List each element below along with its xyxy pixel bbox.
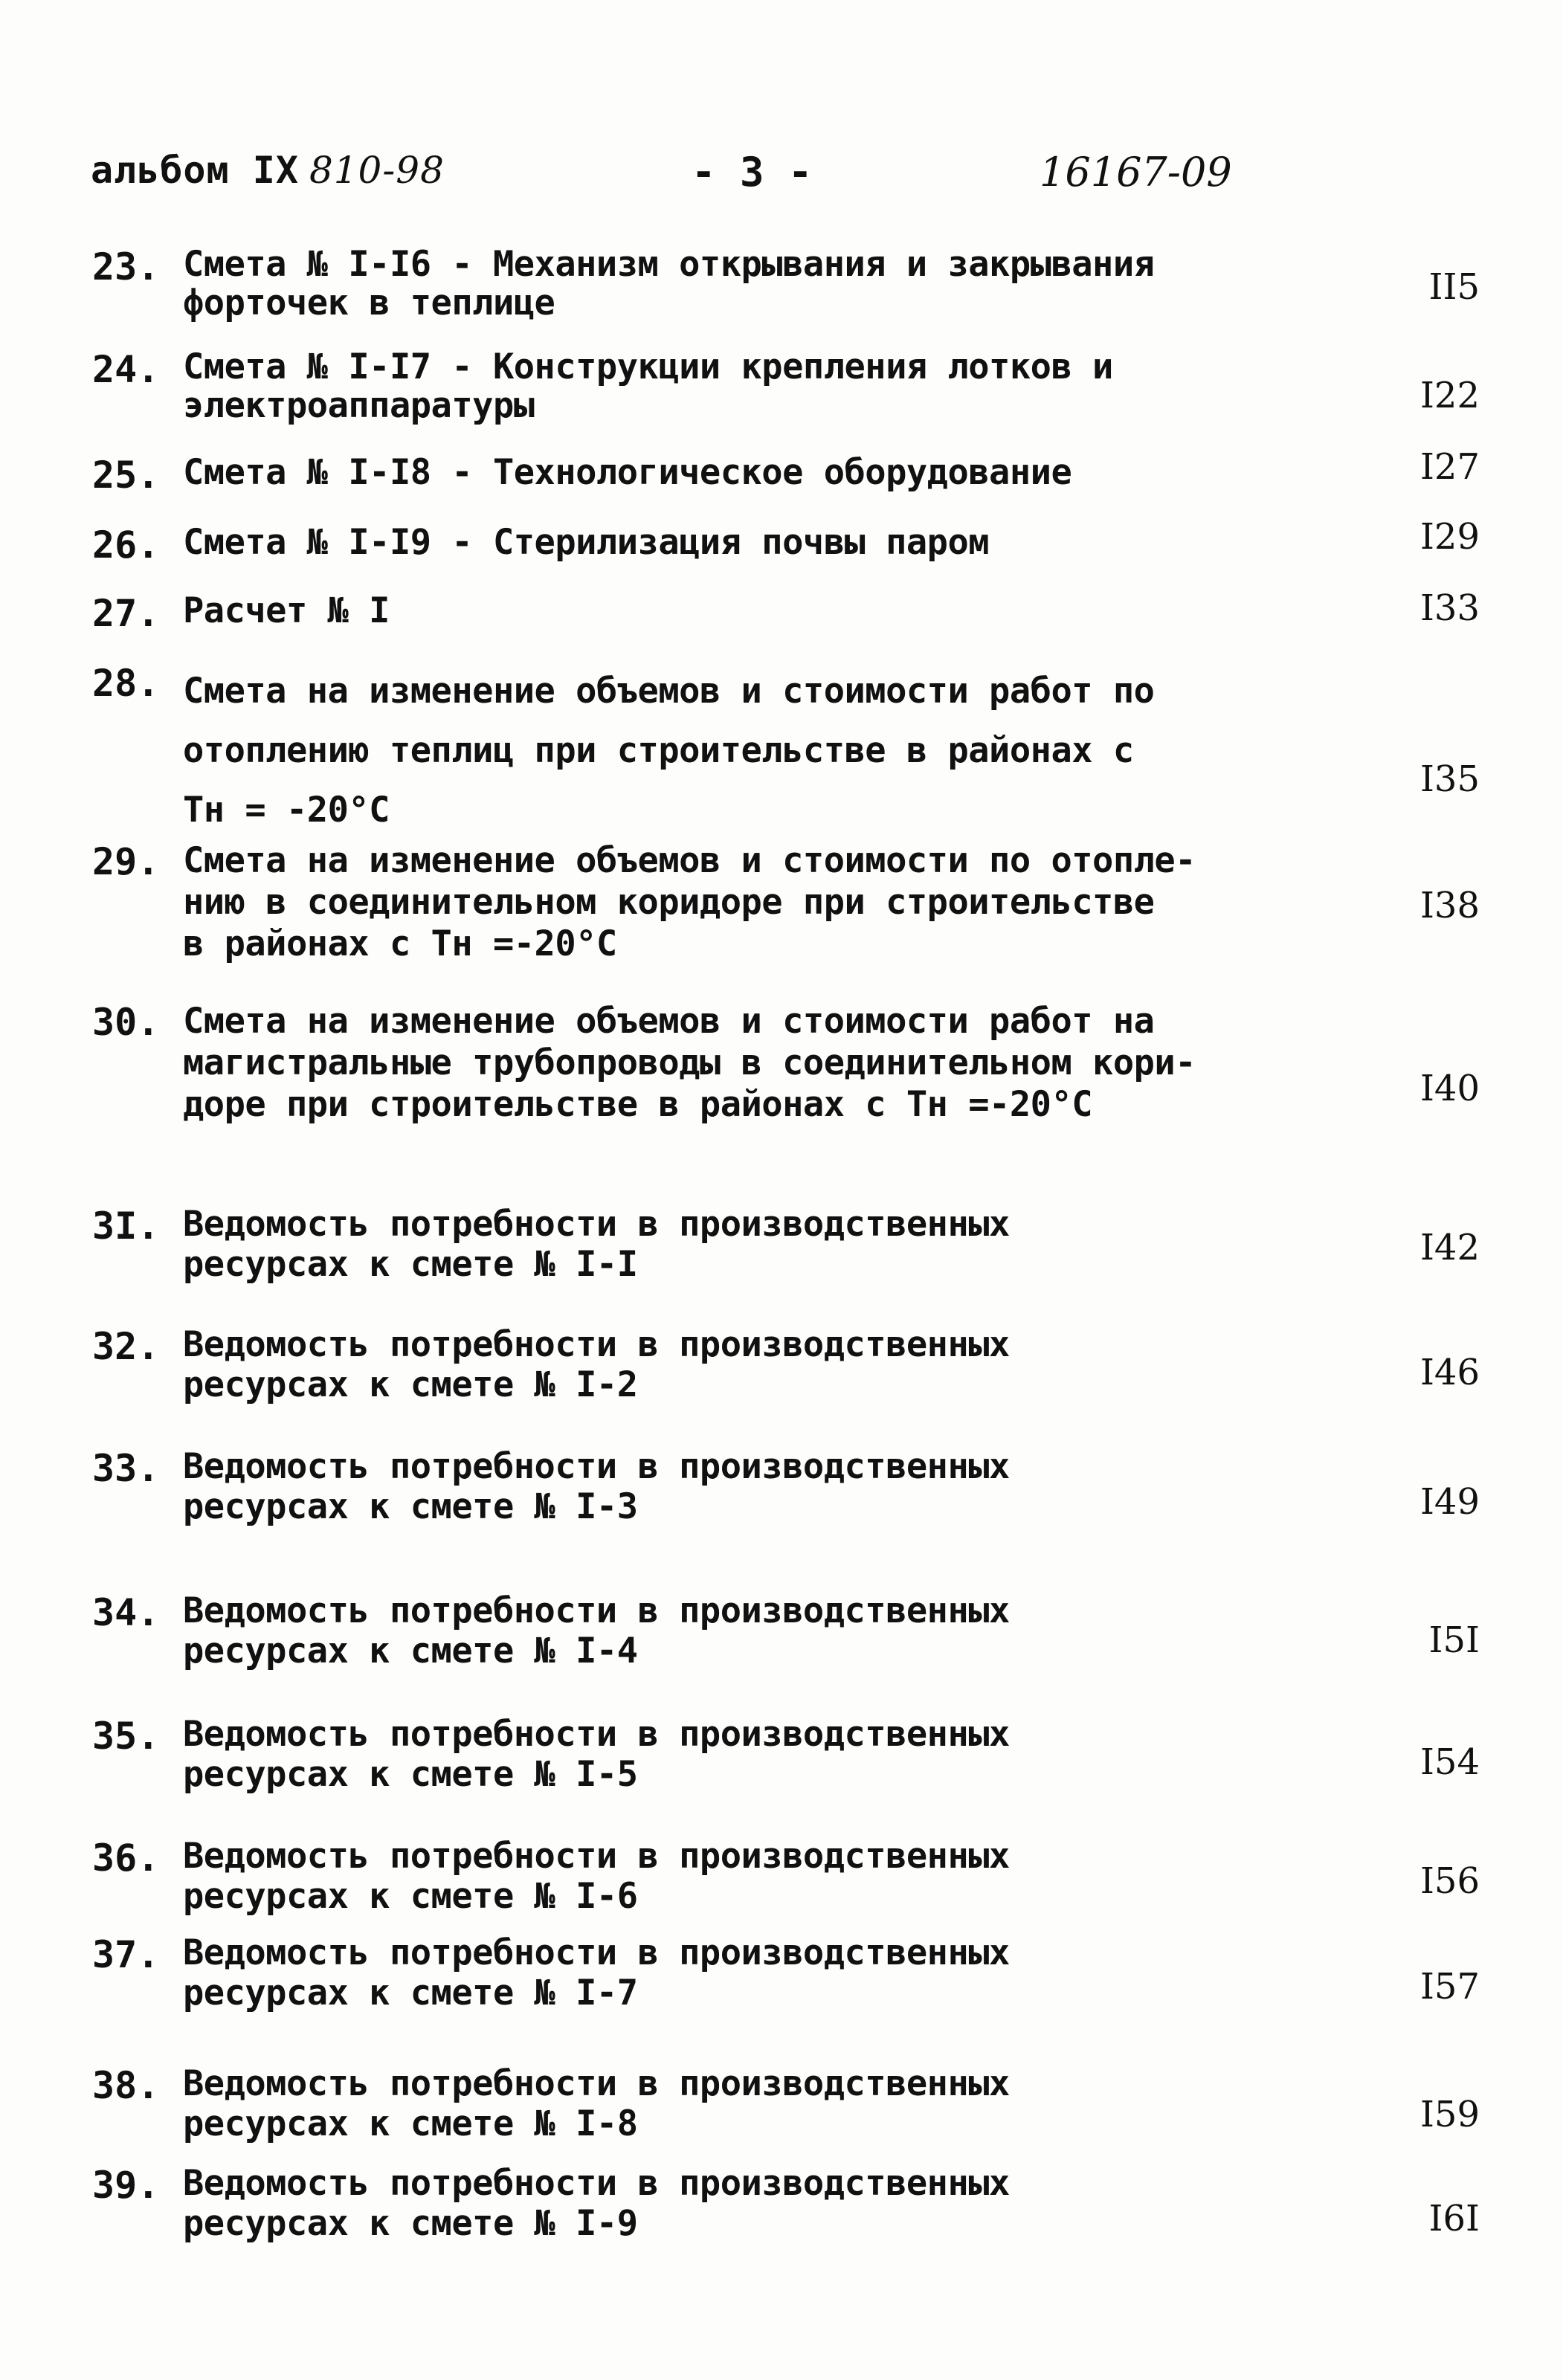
entry-title-line: ресурсах к смете № I-6 [183, 1876, 638, 1917]
entry-title-line: форточек в теплице [183, 283, 555, 323]
entry-title-line: Смета на изменение объемов и стоимости работ на [183, 1001, 1155, 1042]
entry-number: 23. [92, 245, 160, 288]
entry-title-line: ресурсах к смете № I-3 [183, 1486, 638, 1527]
entry-page-number: I35 [1419, 758, 1480, 800]
entry-number: 24. [92, 348, 160, 391]
page-number: - 3 - [692, 149, 813, 196]
entry-title [183, 2164, 1283, 2244]
entry-title-line: Смета на изменение объемов и стоимости по отопле- [183, 840, 1196, 881]
entry-page-number: I40 [1419, 1068, 1480, 1109]
entry-title-line: Ведомость потребности в производственных [183, 1324, 1010, 1365]
entry-title [183, 348, 1283, 425]
entry-title-line: Смета № I-I9 - Стерилизация почвы паром [183, 522, 990, 563]
entry-title-line: Ведомость потребности в производственных [183, 1714, 1010, 1755]
entry-title-line: Ведомость потребности в производственных [183, 1446, 1010, 1487]
entry-title-line: Ведомость потребности в производственных [183, 1204, 1010, 1245]
entry-page-number: I5I [1428, 1619, 1480, 1661]
entry-title [183, 840, 1283, 965]
entry-number: 26. [92, 523, 160, 567]
entry-title-line: Ведомость потребности в производственных [183, 1590, 1010, 1631]
entry-title-line: Смета на изменение объемов и стоимости работ по [183, 671, 1155, 712]
entry-title-line: нию в соединительном коридоре при строительстве [183, 882, 1155, 923]
entry-number: 30. [92, 1001, 160, 1044]
entry-page-number: I49 [1419, 1481, 1480, 1523]
entry-title-line: электроаппаратуры [183, 385, 535, 426]
entry-title-line: Ведомость потребности в производственных [183, 1836, 1010, 1877]
entry-title [183, 1933, 1283, 2013]
entry-title-line: ресурсах к смете № I-I [183, 1244, 638, 1285]
entry-number: 25. [92, 454, 160, 497]
entry-page-number: II5 [1428, 266, 1480, 308]
document-code: 16167-09 [1040, 149, 1232, 196]
album-title: альбом IX [91, 149, 299, 192]
entry-title-line: ресурсах к смете № I-8 [183, 2103, 638, 2144]
page-header [0, 149, 1563, 208]
entry-title-line: ресурсах к смете № I-2 [183, 1364, 638, 1405]
entry-title-line: Расчет № I [183, 590, 390, 631]
entry-page-number: I38 [1419, 885, 1480, 926]
entry-title-line: ресурсах к смете № I-9 [183, 2203, 638, 2244]
entry-number: 34. [92, 1591, 160, 1634]
entry-title-line: магистральные трубопроводы в соединительном кори- [183, 1042, 1196, 1083]
entry-title-line: ресурсах к смете № I-7 [183, 1973, 638, 2013]
entry-number: 27. [92, 592, 160, 635]
entry-page-number: I56 [1419, 1860, 1480, 1902]
entry-page-number: I59 [1419, 2094, 1480, 2135]
entry-title-line: ресурсах к смете № I-4 [183, 1631, 638, 1671]
entry-number: 32. [92, 1325, 160, 1368]
entry-page-number: I42 [1419, 1227, 1480, 1268]
entry-title-line: Смета № I-I8 - Технологическое оборудование [183, 452, 1072, 493]
entry-title-line: в районах с Тн =-20°С [183, 923, 617, 964]
entry-title [183, 1447, 1283, 1527]
entry-title [183, 454, 1283, 492]
entry-page-number: I46 [1419, 1352, 1480, 1393]
entry-page-number: I54 [1419, 1741, 1480, 1783]
entry-number: 3I. [92, 1204, 160, 1248]
entry-page-number: I33 [1419, 587, 1480, 629]
entry-page-number: I29 [1419, 516, 1480, 558]
album-handwritten-number: 810-98 [309, 149, 445, 192]
entry-title [183, 1591, 1283, 1671]
entry-number: 29. [92, 840, 160, 883]
entry-page-number: I57 [1419, 1966, 1480, 2007]
entry-title [183, 245, 1283, 323]
entry-number: 38. [92, 2064, 160, 2107]
entry-title-line: Тн = -20°С [183, 790, 390, 831]
entry-title [183, 2064, 1283, 2144]
entry-title-line: доре при строительстве в районах с Тн =-20°С [183, 1084, 1093, 1125]
entry-number: 35. [92, 1715, 160, 1758]
entry-title-line: ресурсах к смете № I-5 [183, 1754, 638, 1795]
entry-title [183, 1325, 1283, 1405]
entry-page-number: I27 [1419, 446, 1480, 488]
entry-number: 28. [92, 662, 160, 705]
album-label [91, 149, 445, 192]
entry-title-line: Ведомость потребности в производственных [183, 1932, 1010, 1973]
entry-title-line: Смета № I-I7 - Конструкции крепления лотков и [183, 346, 1113, 387]
entry-title-line: Ведомость потребности в производственных [183, 2063, 1010, 2104]
entry-title [183, 1204, 1283, 1285]
entry-page-number: I6I [1428, 2198, 1480, 2239]
entry-number: 33. [92, 1447, 160, 1490]
entry-title [183, 662, 1283, 840]
entry-title-line: Ведомость потребности в производственных [183, 2163, 1010, 2204]
entry-title [183, 592, 1283, 631]
entry-title-line: отоплению теплиц при строительстве в районах с [183, 730, 1134, 771]
entry-number: 37. [92, 1933, 160, 1976]
entry-title [183, 1001, 1283, 1126]
entry-title [183, 1715, 1283, 1795]
entry-number: 36. [92, 1836, 160, 1880]
entry-number: 39. [92, 2164, 160, 2207]
entry-title [183, 1836, 1283, 1917]
entry-title [183, 523, 1283, 562]
entry-title-line: Смета № I-I6 - Механизм открывания и закрывания [183, 244, 1155, 285]
entry-page-number: I22 [1419, 375, 1480, 416]
